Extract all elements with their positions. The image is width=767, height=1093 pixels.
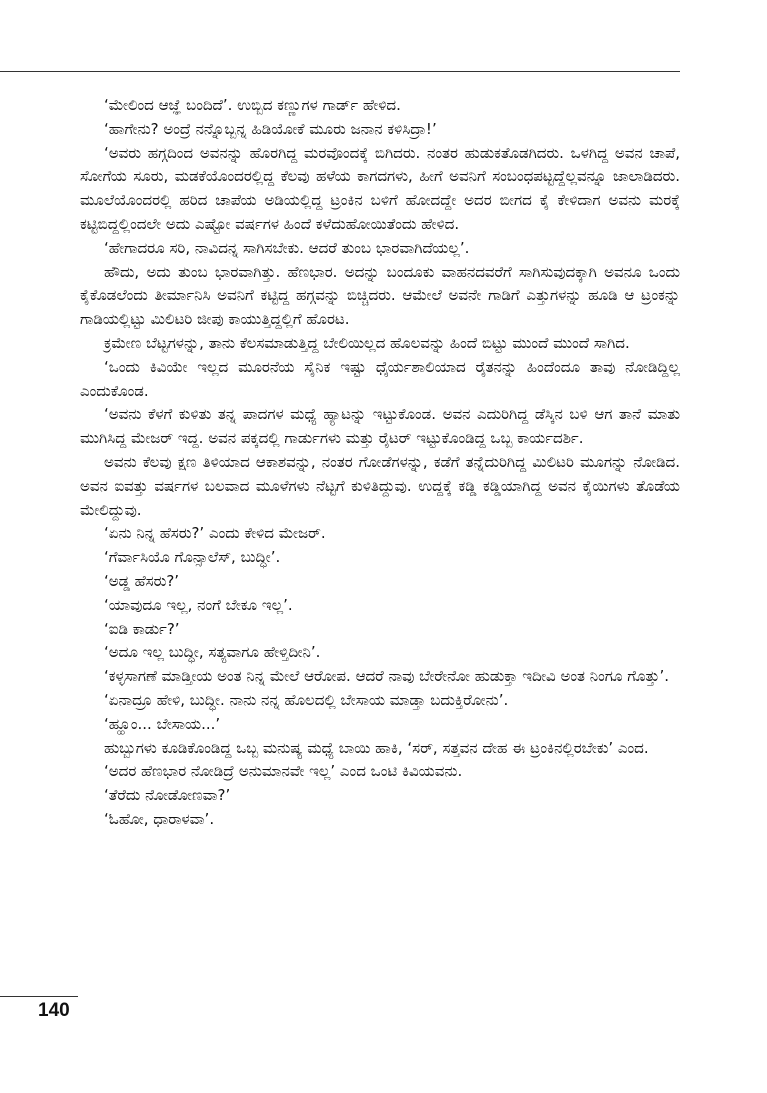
page-number: 140 — [38, 1000, 70, 1021]
paragraph: ‘ಓಹೋ, ಧಾರಾಳವಾ’. — [104, 809, 215, 828]
paragraph: ‘ಅದರ ಹೆಣಭಾರ ನೋಡಿದ್ರೆ ಅನುಮಾನವೇ ಇಲ್ಲ’ ಎಂದ ಒಂಟಿ ಕಿವಿಯವನು. — [104, 762, 463, 781]
paragraph: ‘ಮೇಲಿಂದ ಆಜ್ಞೆ ಬಂದಿದೆ’. ಉಬ್ಬಿದ ಕಣ್ಣುಗಳ ಗಾರ್ಡ್ ಹೇಳಿದ. — [104, 96, 401, 114]
paragraph: ‘ಯಾವುದೂ ಇಲ್ಲ, ನಂಗೆ ಬೇಕೂ ಇಲ್ಲ’. — [104, 595, 293, 614]
paragraph: ಅವನು ಕೆಲವು ಕ್ಷಣ ತಿಳಿಯಾದ ಆಕಾಶವನ್ನು, ನಂತರ ಗೋಡೆಗಳನ್ನು, ಕಡೆಗೆ ತನ್ನೆದುರಿಗಿದ್ದ ಮಿಲಿಟರಿ ಮೂಗನ್ನು ನೋಡಿದ. ಅವನ ಐವತ್ತು ವರ್ಷಗಳ ಬಲವಾದ ಮೂಳೆಗಳು ನೆಟ್ಟಗೆ ಕುಳಿತಿದ್ದುವು. ಉದ್ದಕ್ಕೆ ಕಡ್ಡಿ ಕಡ್ಡಿಯಾಗಿದ್ದ ಅವನ ಕೈಯಿಗಳು ತೊಡೆಯ ಮೇಲಿದ್ದುವು. — [80, 452, 680, 519]
header-rule — [0, 71, 680, 72]
paragraph: ‘ಐಡಿ ಕಾರ್ಡು?’ — [104, 619, 180, 638]
page-body-text — [80, 94, 680, 832]
paragraph: ‘ಅದೂ ಇಲ್ಲ ಬುದ್ಧೀ, ಸತ್ಯವಾಗೂ ಹೇಳ್ತಿದೀನಿ’. — [104, 643, 321, 662]
paragraph: ‘ಅಡ್ಡ ಹೆಸರು?’ — [104, 571, 180, 590]
paragraph: ‘ಗೆರ್ವಾಸಿಯೊ ಗೊನ್ಸಾಲೆಸ್, ಬುದ್ಧೀ’. — [104, 548, 281, 567]
paragraph: ‘ಹೇಗಾದರೂ ಸರಿ, ನಾವಿದನ್ನ ಸಾಗಿಸಬೇಕು. ಆದರೆ ತುಂಬ ಭಾರವಾಗಿದೆಯಲ್ಲ’. — [104, 238, 470, 257]
paragraph: ‘ತೆರೆದು ನೋಡೋಣವಾ?’ — [104, 786, 231, 805]
paragraph: ‘ಹಾಗೇನು? ಅಂದ್ರೆ ನನ್ನೊಬ್ಬನ್ನ ಹಿಡಿಯೋಕೆ ಮೂರು ಜನಾನ ಕಳಿಸಿದ್ರಾ!’ — [104, 119, 437, 138]
paragraph: ಕ್ರಮೇಣ ಬೆಟ್ಟಗಳನ್ನು, ತಾನು ಕೆಲಸಮಾಡುತ್ತಿದ್ದ ಬೇಲಿಯಿಲ್ಲದ ಹೊಲವನ್ನು ಹಿಂದೆ ಬಿಟ್ಟು ಮುಂದೆ ಮುಂದೆ ಸಾಗಿದ. — [104, 333, 630, 352]
footer-rule — [0, 996, 78, 997]
paragraph: ‘ಅವರು ಹಗ್ಗದಿಂದ ಅವನನ್ನು ಹೊರಗಿದ್ದ ಮರವೊಂದಕ್ಕೆ ಬಿಗಿದರು. ನಂತರ ಹುಡುಕತೊಡಗಿದರು. ಒಳಗಿದ್ದ ಅವನ ಚಾಪೆ, ಸೋಗೆಯ ಸೂರು, ಮಡಕೆಯೊಂದರಲ್ಲಿದ್ದ ಕೆಲವು ಹಳೆಯ ಕಾಗದಗಳು, ಹೀಗೆ ಅವನಿಗೆ ಸಂಬಂಧಪಟ್ಟದ್ದೆಲ್ಲವನ್ನೂ ಜಾಲಾಡಿದರು. ಮೂಲೆಯೊಂದರಲ್ಲಿ ಹರಿದ ಚಾಪೆಯ ಅಡಿಯಲ್ಲಿದ್ದ ಟ್ರಂಕಿನ ಬಳಿಗೆ ಹೋದದ್ದೇ ಅದರ ಬೀಗದ ಕೈ ಕೇಳಿದಾಗ ಅವನು ಮರಕ್ಕೆ ಕಟ್ಟಿಬಿದ್ದಲ್ಲಿಂದಲೇ ಅದು ಎಷ್ಟೋ ವರ್ಷಗಳ ಹಿಂದೆ ಕಳೆದುಹೋಯಿತೆಂದು ಹೇಳಿದ. — [80, 143, 680, 233]
paragraph: ‘ಕಳ್ಳಸಾಗಣೆ ಮಾಡ್ತೀಯ ಅಂತ ನಿನ್ನ ಮೇಲೆ ಆರೋಪ. ಆದರೆ ನಾವು ಬೇರೇನೋ ಹುಡುಕ್ತಾ ಇದೀವಿ ಅಂತ ನಿಂಗೂ ಗೊತ್ತು’. — [104, 667, 670, 686]
paragraph: ‘ಏನಾದ್ರೂ ಹೇಳಿ, ಬುದ್ಧೀ. ನಾನು ನನ್ನ ಹೊಲದಲ್ಲಿ ಬೇಸಾಯ ಮಾಡ್ತಾ ಬದುಕ್ತಿರೋನು’. — [104, 690, 509, 709]
paragraph: ಹುಬ್ಬುಗಳು ಕೂಡಿಕೊಂಡಿದ್ದ ಒಬ್ಬ ಮನುಷ್ಯ ಮಧ್ಯೆ ಬಾಯಿ ಹಾಕಿ, ‘ಸರ್, ಸತ್ತವನ ದೇಹ ಈ ಟ್ರಂಕಿನಲ್ಲಿರಬೇಕು’ ಎಂದ. — [104, 738, 649, 757]
paragraph: ‘ಅವನು ಕೆಳಗೆ ಕುಳಿತು ತನ್ನ ಪಾದಗಳ ಮಧ್ಯೆ ಹ್ಯಾಟನ್ನು ಇಟ್ಟುಕೊಂಡ. ಅವನ ಎದುರಿಗಿದ್ದ ಡೆಸ್ಕಿನ ಬಳಿ ಆಗ ತಾನೆ ಮಾತು ಮುಗಿಸಿದ್ದ ಮೇಜರ್ ಇದ್ದ. ಅವನ ಪಕ್ಕದಲ್ಲಿ ಗಾರ್ಡುಗಳು ಮತ್ತು ರೈಟರ್ ಇಟ್ಟುಕೊಂಡಿದ್ದ ಒಬ್ಬ ಕಾರ್ಯದರ್ಶಿ. — [80, 405, 680, 448]
paragraph: ‘ಏನು ನಿನ್ನ ಹೆಸರು?’ ಎಂದು ಕೇಳಿದ ಮೇಜರ್. — [104, 524, 326, 543]
paragraph: ಹೌದು, ಅದು ತುಂಬ ಭಾರವಾಗಿತ್ತು. ಹೆಣಭಾರ. ಅದನ್ನು ಬಂದೂಕು ವಾಹನದವರೆಗೆ ಸಾಗಿಸುವುದಕ್ಕಾಗಿ ಅವನೂ ಒಂದು ಕೈಕೊಡಲೆಂದು ತೀರ್ಮಾನಿಸಿ ಅವನಿಗೆ ಕಟ್ಟಿದ್ದ ಹಗ್ಗವನ್ನು ಬಿಚ್ಚಿದರು. ಆಮೇಲೆ ಅವನೇ ಗಾಡಿಗೆ ಎತ್ತುಗಳನ್ನು ಹೂಡಿ ಆ ಟ್ರಂಕನ್ನು ಗಾಡಿಯಲ್ಲಿಟ್ಟು ಮಿಲಿಟರಿ ಜೀಪು ಕಾಯುತ್ತಿದ್ದಲ್ಲಿಗೆ ಹೊರಟ. — [80, 262, 680, 329]
paragraph: ‘ಒಂದು ಕಿವಿಯೇ ಇಲ್ಲದ ಮೂರನೆಯ ಸೈನಿಕ ಇಷ್ಟು ಧೈರ್ಯಶಾಲಿಯಾದ ರೈತನನ್ನು ಹಿಂದೆಂದೂ ತಾವು ನೋಡಿದ್ದಿಲ್ಲ ಎಂದುಕೊಂಡ. — [80, 357, 680, 400]
paragraph: ‘ಹ್ಹೂಂ... ಬೇಸಾಯ...’ — [104, 714, 221, 733]
